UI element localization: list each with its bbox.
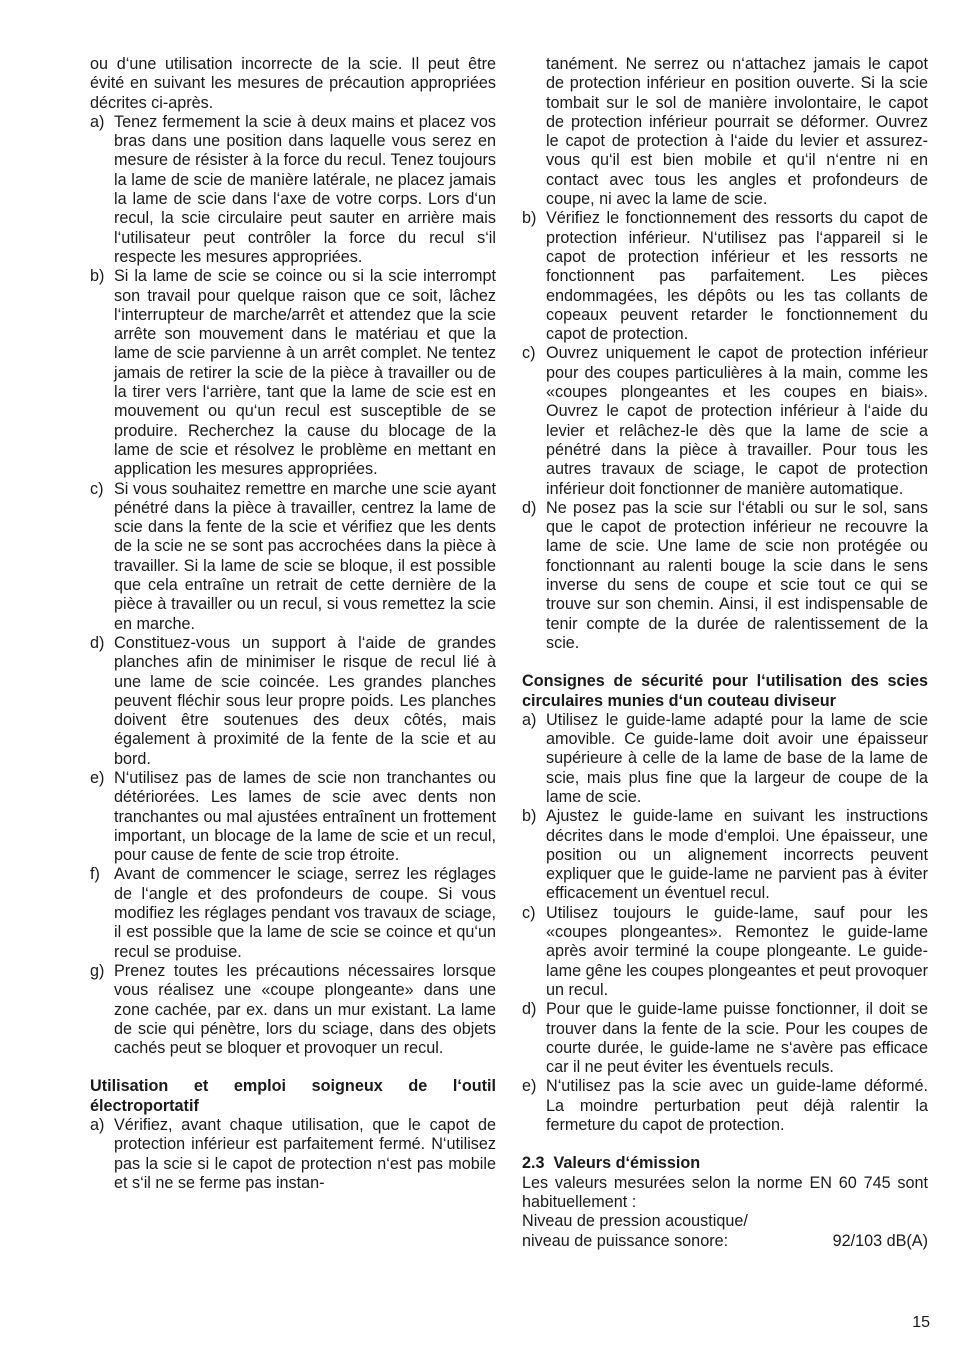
list-item: f) Avant de commencer le sciage, serrez les réglages de l‘angle et des profondeurs de coupe. Si vous modifiez les réglages pendant vos travaux de sciage, il est possible que la lame de scie se coince et qu‘un recul se produise. — [90, 865, 496, 961]
section-title — [522, 1154, 928, 1173]
list-item: c) Utilisez toujours le guide-lame, sauf pour les «coupes plongeantes». Remontez le guide-lame après avoir terminé la coupe plongeante. Le guide-lame gêne les coupes plongeantes et peut provoquer un recul. — [522, 903, 928, 999]
left-column — [90, 55, 496, 1193]
list-item: d) Constituez-vous un support à l‘aide de grandes planches afin de minimiser le risque de recul lié à une lame de scie coincée. Les grandes planches peuvent fléchir sous leur propre poids. Les planches doivent être soutenues des deux côtés, mais également à proximité de la fente de la scie et au bord. — [90, 633, 496, 768]
list-item-continuation: tanément. Ne serrez ou n‘attachez jamais le capot de protection inférieur en position ouverte. Si la scie tombait sur le sol de manière involontaire, le capot de protection inférieur pourrait se déformer. Ouvrez le capot de protection à l‘aide du levier et assurez-vous qu‘il est bien mobile et qu‘il n‘entre ni en contact avec tous les angles et profondeurs de coupe, ni avec la lame de scie. — [546, 55, 928, 209]
emission-row — [522, 1232, 928, 1251]
page-number: 15 — [912, 1314, 930, 1331]
emission-label-line1: Niveau de pression acoustique/ — [522, 1212, 748, 1231]
list-item: d) Pour que le guide-lame puisse fonctionner, il doit se trouver dans la fente de la scie. Pour les coupes de courte durée, le guide-lame ne s‘avère pas efficace car il ne peut éviter les éventuels reculs. — [522, 1000, 928, 1077]
list-item: d) Ne posez pas la scie sur l‘établi ou sur le sol, sans que le capot de protection inférieur ne recouvre la lame de scie. Une lame de scie non protégée ou fonctionnant au ralenti bouge la scie dans le sens inverse du sens de coupe et scie tout ce qui se trouve sur son chemin. Ainsi, il est indispensable de tenir compte de la durée de ralentissement de la scie. — [522, 498, 928, 652]
section-intro: Les valeurs mesurées selon la norme EN 60 745 sont habituellement : — [522, 1173, 928, 1211]
list-item: g) Prenez toutes les précautions nécessaires lorsque vous réalisez une «coupe plongeante» dans une zone cachée, par ex. dans un mur existant. La lame de scie qui pénètre, lors du sciage, dans des objets cachés peut se bloquer et provoquer un recul. — [90, 961, 496, 1058]
list-item: a) Vérifiez, avant chaque utilisation, que le capot de protection inférieur est parfaitement fermé. N‘utilisez pas la scie si le capot de protection n‘est pas mobile et s‘il ne se ferme pas instan- — [90, 1116, 496, 1192]
section-number: 2.3 — [522, 1154, 545, 1173]
list-item: e) N‘utilisez pas de lames de scie non tranchantes ou détériorées. Les lames de scie avec dents non tranchantes ou mal ajustées entraînent un frottement important, un blocage de la lame de scie et un recul, pour cause de fente de scie trop étroite. — [90, 768, 496, 865]
section-heading: Utilisation et emploi soigneux de l‘outil électroportatif — [90, 1077, 496, 1115]
list-item: c) Ouvrez uniquement le capot de protection inférieur pour des coupes particulières à la main, comme les «coupes plongeantes et les coupes en biais». Ouvrez le capot de protection inférieur à l‘aide du levier et relâchez-le dès que la lame de scie a pénétré dans la pièce à travailler. Pour tous les autres travaux de sciage, le capot de protection inférieur doit fonctionner de manière automatique. — [522, 344, 928, 498]
list-item: a) Utilisez le guide-lame adapté pour la lame de scie amovible. Ce guide-lame doit avoir une épaisseur supérieure à celle de la lame de base de la lame de scie, mais plus fine que la largeur de coupe de la lame de scie. — [522, 710, 928, 806]
section-title-text: Valeurs d‘émission — [553, 1154, 701, 1173]
list-item: b) Si la lame de scie se coince ou si la scie interrompt son travail pour quelque raison que ce soit, lâchez l‘interrupteur de marche/arrêt et attendez que la scie arrête son mouvement dans le matériau et que la lame de scie parvienne à un arrêt complet. Ne tentez jamais de retirer la scie de la pièce à travailler ou de la tirer vers l‘arrière, tant que la lame de scie est en mouvement ou qu‘un recul est susceptible de se produire. Recherchez la cause du blocage de la lame de scie et résolvez le problème en mettant en application les mesures appropriées. — [90, 267, 496, 479]
list-item: a) Tenez fermement la scie à deux mains et placez vos bras dans une position dans laquelle vous serez en mesure de résister à la force du recul. Tenez toujours la lame de scie de manière latérale, ne placez jamais la lame de scie dans l‘axe de votre corps. Lors d‘un recul, la scie circulaire peut sauter en arrière mais l‘utilisateur peut contrôler la force du recul s‘il respecte les mesures appropriées. — [90, 112, 496, 266]
list-item: b) Vérifiez le fonctionnement des ressorts du capot de protection inférieur. N‘utilisez pas l‘appareil si le capot de protection inférieur et les ressorts ne fonctionnent pas parfaitement. Les pièces endommagées, les dépôts ou les tas collants de copeaux peuvent retarder le fonctionnement du capot de protection. — [522, 209, 928, 344]
emission-label-line2: niveau de puissance sonore: — [522, 1231, 729, 1250]
list-item: c) Si vous souhaitez remettre en marche une scie ayant pénétré dans la pièce à travailler, centrez la lame de scie dans la fente de la scie et vérifiez que les dents de la scie ne se sont pas accrochées dans la pièce à travailler. Si la lame de scie se bloque, il est possible que cela entraîne un retrait de cette dernière de la pièce à travailler ou un recul, si vous remettez la scie en marche. — [90, 479, 496, 633]
list-item: b) Ajustez le guide-lame en suivant les instructions décrites dans le mode d‘emploi. Une épaisseur, une position ou un alignement incorrects peuvent expliquer que le guide-lame ne parvient pas à éviter efficacement un éventuel recul. — [522, 807, 928, 903]
emission-value: 92/103 dB(A) — [832, 1231, 928, 1250]
list-item: e) N‘utilisez pas la scie avec un guide-lame déformé. La moindre perturbation peut déjà ralentir la fermeture du capot de protection. — [522, 1077, 928, 1135]
right-column — [522, 55, 928, 1251]
section-heading: Consignes de sécurité pour l‘utilisation des scies circulaires munies d‘un couteau diviseur — [522, 672, 928, 710]
intro-paragraph: ou d‘une utilisation incorrecte de la scie. Il peut être évité en suivant les mesures de précaution appropriées décrites ci-après. — [90, 55, 496, 112]
